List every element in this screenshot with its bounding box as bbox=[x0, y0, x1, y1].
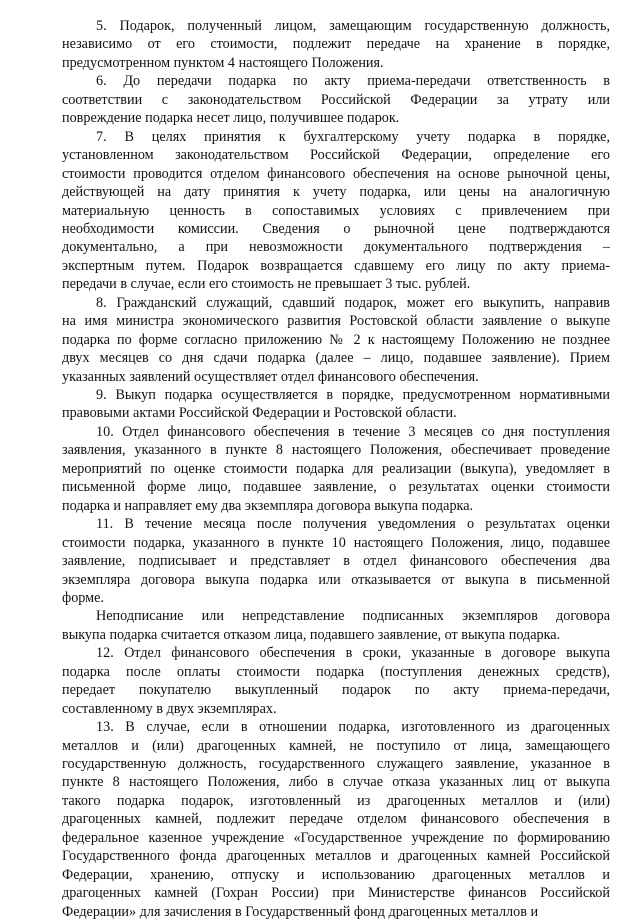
text-line: установленном законодательством Российской Федерации, определение его bbox=[62, 147, 610, 164]
text-line: стоимости проводится отделом финансового обеспечения на основе рыночной цены, bbox=[62, 165, 610, 182]
text-line: двух месяцев со дня сдачи подарка (далее – лицо, подавшее заявление). Прием bbox=[62, 350, 610, 367]
text-line: документально, а при невозможности документального подтверждения – bbox=[62, 239, 610, 256]
text-line: экспертным путем. Подарок возвращается сдавшему его лицу по акту приема- bbox=[62, 257, 610, 274]
text-line: соответствии с законодательством Российской Федерации за утрату или bbox=[62, 91, 610, 108]
text-line: передачи в случае, если его стоимость не превышает 3 тыс. рублей. bbox=[62, 276, 471, 293]
text-line: независимо от его стоимости, подлежит передаче на хранение в порядке, bbox=[62, 36, 610, 53]
text-line: такого подарка подарок, изготовленный из драгоценных металлов и (или) bbox=[62, 792, 610, 809]
text-line: 13. В случае, если в отношении подарка, изготовленного из драгоценных bbox=[96, 719, 610, 736]
text-line: 8. Гражданский служащий, сдавший подарок, может его выкупить, направив bbox=[96, 294, 610, 311]
text-line: заявление, подписывает и представляет в отдел финансового обеспечения два bbox=[62, 553, 610, 570]
text-line: указанных заявлений осуществляет отдел финансового обеспечения. bbox=[62, 368, 479, 385]
text-line: государственную должность, государственного служащего заявление, указанное в bbox=[62, 756, 610, 772]
text-line: составленному в двух экземплярах. bbox=[62, 700, 277, 717]
text-line: пункте 8 настоящего Положения, либо в случае отказа указанных лиц от выкупа bbox=[62, 774, 610, 791]
text-line: на имя министра экономического развития Ростовской области заявление о выкупе bbox=[62, 313, 610, 330]
text-line: повреждение подарка несет лицо, получившее подарок. bbox=[62, 110, 400, 127]
text-line: Федерации» для зачисления в Государственный фонд драгоценных металлов и bbox=[62, 903, 539, 920]
text-line: 7. В целях принятия к бухгалтерскому учету подарка в порядке, bbox=[96, 128, 610, 145]
text-line: заявления, указанного в пункте 8 настоящего Положения, обеспечивает проведение bbox=[62, 442, 610, 459]
text-line: 12. Отдел финансового обеспечения в сроки, указанные в договоре выкупа bbox=[96, 645, 610, 662]
text-line: необходимости комиссии. Сведения о рыночной цене подтверждаются bbox=[62, 220, 610, 237]
text-line: подарка и направляет ему два экземпляра договора выкупа подарка. bbox=[62, 497, 474, 514]
text-line: предусмотренном пунктом 4 настоящего Положения. bbox=[62, 54, 384, 71]
text-line: стоимости подарка, указанного в пункте 10 настоящего Положения, лицо, подавшее bbox=[62, 534, 610, 551]
text-line: подарка после оплаты стоимости подарка (поступления денежных средств), bbox=[62, 663, 610, 680]
text-line: 10. Отдел финансового обеспечения в течение 3 месяцев со дня поступления bbox=[96, 423, 610, 440]
text-line: драгоценных камней, подлежит передаче отделом финансового обеспечения в bbox=[62, 811, 610, 828]
text-line: 5. Подарок, полученный лицом, замещающим государственную должность, bbox=[96, 18, 610, 34]
text-line: подарка по форме согласно приложению № 2 к настоящему Положению не позднее bbox=[62, 331, 610, 348]
text-line: Федерации, хранению, отпуску и использованию драгоценных металлов и bbox=[62, 866, 610, 883]
text-line: выкупа подарка считается отказом лица, подавшего заявление, от выкупа подарка. bbox=[62, 626, 561, 643]
text-line: передает покупателю выкупленный подарок по акту приема-передачи, bbox=[62, 682, 610, 699]
text-line: 6. До передачи подарка по акту приема-передачи ответственность в bbox=[96, 73, 610, 90]
text-line: 9. Выкуп подарка осуществляется в порядке, предусмотренном нормативными bbox=[96, 387, 610, 403]
text-line: правовыми актами Российской Федерации и Ростовской области. bbox=[62, 405, 457, 422]
text-line: действующей на дату принятия к учету подарка, или цены на аналогичную bbox=[62, 184, 610, 201]
text-line: форме. bbox=[62, 589, 104, 606]
text-line: Неподписание или непредставление подписанных экземпляров договора bbox=[96, 608, 610, 625]
text-line: мероприятий по оценке стоимости подарка для реализации (выкупа), уведомляет в bbox=[62, 460, 610, 477]
text-line: металлов и (или) драгоценных камней, не поступило от лица, замещающего bbox=[62, 737, 610, 754]
text-line: экземпляра договора выкупа подарка или отказывается от выкупа в письменной bbox=[62, 571, 610, 588]
text-line: материальную ценность в сопоставимых условиях с привлечением при bbox=[62, 202, 610, 219]
text-line: письменной форме лицо, подавшее заявление, о результатах оценки стоимости bbox=[62, 479, 610, 496]
text-line: 11. В течение месяца после получения уведомления о результатах оценки bbox=[96, 516, 610, 533]
text-line: федеральное казенное учреждение «Государственное учреждение по формированию bbox=[62, 829, 610, 846]
text-line: Государственного фонда драгоценных металлов и драгоценных камней Российской bbox=[62, 848, 610, 865]
text-line: драгоценных камней (Гохран России) при Министерстве финансов Российской bbox=[62, 885, 610, 902]
